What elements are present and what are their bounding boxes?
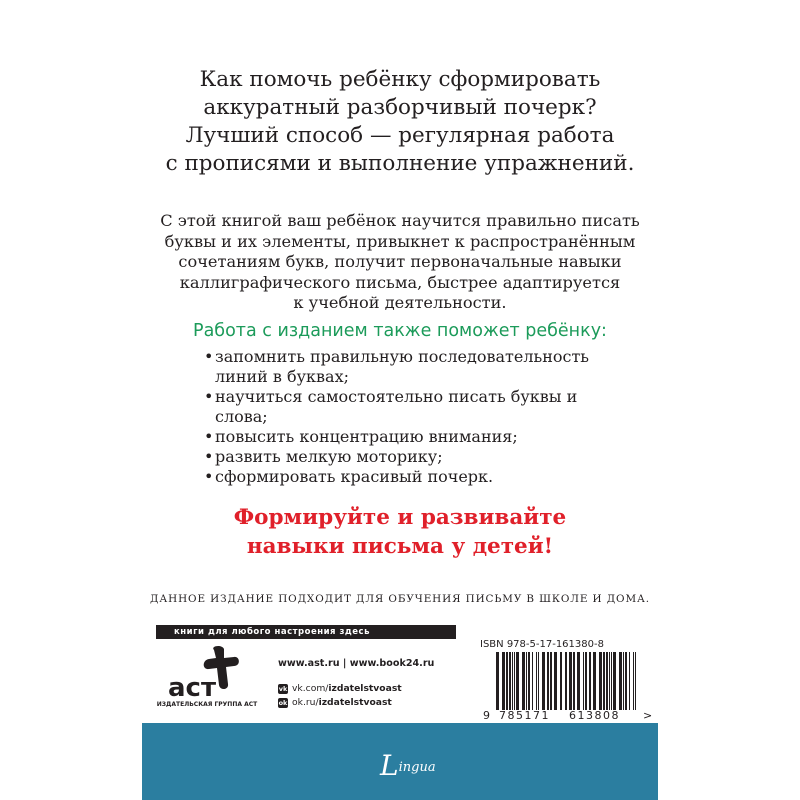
barcode-lead-digit: 9 xyxy=(483,709,490,722)
bullet-icon: • xyxy=(204,427,214,446)
lingua-logo xyxy=(380,745,436,782)
bullet-icon: • xyxy=(204,387,214,406)
usage-note: ДАННОЕ ИЗДАНИЕ ПОДХОДИТ ДЛЯ ОБУЧЕНИЯ ПИСЬМУ В ШКОЛЕ И ДОМА. xyxy=(150,593,650,605)
barcode-group-right: 613808 xyxy=(569,709,620,722)
barcode-quiet-mark: > xyxy=(643,709,653,722)
publisher-websites: www.ast.ru | www.book24.ru xyxy=(278,658,435,669)
bullet-icon: • xyxy=(204,447,214,466)
lead-line: аккуратный разборчивый почерк? xyxy=(203,95,597,120)
call-to-action xyxy=(142,503,658,561)
barcode-bar xyxy=(526,652,527,710)
barcode-bar xyxy=(593,652,596,710)
barcode-bar xyxy=(532,652,533,710)
barcode-bar xyxy=(635,652,636,710)
description-line: сочетаниям букв, получит первоначальные навыки xyxy=(178,252,622,271)
barcode-bar xyxy=(609,652,610,710)
lingua-logo-capital: L xyxy=(380,749,399,782)
book-back-cover xyxy=(142,40,658,800)
description-line: буквы и их элементы, привыкнет к распространённым xyxy=(164,231,636,251)
barcode-bar xyxy=(522,652,525,710)
barcode-bar xyxy=(577,652,580,710)
lead-line: Как помочь ребёнку сформировать xyxy=(199,67,601,92)
barcode-icon xyxy=(496,652,638,710)
list-item xyxy=(204,387,624,427)
list-item-text: сформировать красивый почерк. xyxy=(215,467,494,486)
ok-icon: ok xyxy=(278,698,288,707)
barcode-bar xyxy=(619,652,622,710)
ok-handle: izdatelstvoast xyxy=(318,697,392,708)
vk-icon: vk xyxy=(278,684,288,693)
barcode-bar xyxy=(512,652,513,710)
barcode-bar xyxy=(506,652,508,710)
barcode-bar xyxy=(528,652,530,710)
barcode-bar xyxy=(603,652,605,710)
barcode-bar xyxy=(502,652,505,710)
vk-prefix: vk.com/ xyxy=(292,683,329,694)
logo-text: аст xyxy=(168,673,217,703)
bullet-icon: • xyxy=(204,347,214,366)
barcode-group-left: 785171 xyxy=(499,709,550,722)
ok-link[interactable] xyxy=(278,697,392,708)
barcode-bar xyxy=(542,652,545,710)
call-to-action-line: навыки письма у детей! xyxy=(246,534,554,559)
bottom-band xyxy=(142,723,658,800)
description-line: каллиграфического письма, быстрее адаптируется xyxy=(179,272,621,292)
lead-line: Лучший способ — регулярная работа xyxy=(185,123,615,148)
barcode-bar xyxy=(573,652,575,710)
barcode-bar xyxy=(633,652,634,710)
bullet-icon: • xyxy=(204,467,214,486)
description xyxy=(142,211,658,314)
barcode-bar xyxy=(606,652,608,710)
barcode-bar xyxy=(496,652,499,710)
barcode-bar xyxy=(565,652,567,710)
list-item-text: линий в буквах; xyxy=(215,367,350,386)
barcode-bar xyxy=(599,652,602,710)
barcode-bar xyxy=(589,652,591,710)
barcode-bar xyxy=(560,652,562,710)
barcode-bar xyxy=(585,652,587,710)
barcode-bar xyxy=(629,652,630,710)
barcode-bar xyxy=(583,652,584,710)
isbn-number: ISBN 978-5-17-161380-8 xyxy=(480,639,604,650)
barcode-bar xyxy=(625,652,627,710)
description-line: к учебной деятельности. xyxy=(293,293,507,312)
list-item-text: запомнить правильную последовательность xyxy=(215,347,590,366)
list-item-text: развить мелкую моторику; xyxy=(215,447,443,466)
list-item xyxy=(204,447,624,467)
list-item-text: научиться самостоятельно писать буквы и xyxy=(215,387,578,406)
ok-prefix: ok.ru/ xyxy=(292,697,319,708)
benefits-list xyxy=(204,347,624,487)
barcode-bar xyxy=(569,652,572,710)
barcode-bar xyxy=(611,652,612,710)
barcode-bar xyxy=(538,652,539,710)
barcode-bar xyxy=(509,652,511,710)
list-item xyxy=(204,467,624,487)
lead-line: с прописями и выполнение упражнений. xyxy=(165,151,635,176)
call-to-action-line: Формируйте и развивайте xyxy=(233,505,567,530)
publisher-tagline: книги для любого настроения здесь xyxy=(156,625,456,639)
benefits-heading: Работа с изданием также поможет ребёнку: xyxy=(193,321,607,341)
ast-logo-icon xyxy=(162,644,252,708)
barcode-bar xyxy=(536,652,537,710)
list-item xyxy=(204,347,624,387)
barcode-bar xyxy=(516,652,519,710)
vk-link[interactable] xyxy=(278,683,402,694)
list-item xyxy=(204,427,624,447)
description-line: С этой книгой ваш ребёнок научится правильно писать xyxy=(160,211,640,230)
barcode-bar xyxy=(550,652,552,710)
barcode-bar xyxy=(514,652,515,710)
barcode-bar xyxy=(613,652,616,710)
list-item-text: слова; xyxy=(215,407,268,426)
barcode-bar xyxy=(554,652,557,710)
list-item-text: повысить концентрацию внимания; xyxy=(215,427,518,446)
barcode-bar xyxy=(547,652,549,710)
lingua-logo-rest: ingua xyxy=(398,760,436,775)
publisher-caption: ИЗДАТЕЛЬСКАЯ ГРУППА АСТ xyxy=(156,701,258,708)
barcode-bar xyxy=(623,652,624,710)
vk-handle: izdatelstvoast xyxy=(328,683,402,694)
lead-question xyxy=(142,66,658,178)
